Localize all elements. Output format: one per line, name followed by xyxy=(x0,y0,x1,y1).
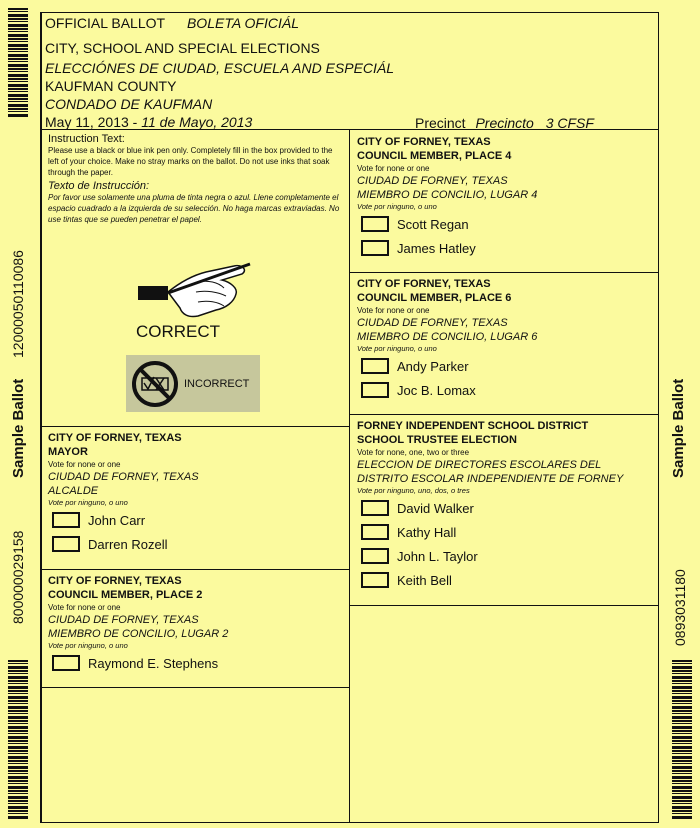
candidate-row[interactable] xyxy=(357,568,655,592)
candidate-name: Darren Rozell xyxy=(88,536,168,552)
vote-box[interactable] xyxy=(361,548,389,564)
incorrect-example xyxy=(126,355,260,412)
correct-label: CORRECT xyxy=(136,322,221,341)
vote-box[interactable] xyxy=(52,512,80,528)
election-title: CITY, SCHOOL AND SPECIAL ELECTIONS xyxy=(45,40,320,56)
candidate-name: James Hatley xyxy=(397,240,476,256)
vote-box[interactable] xyxy=(52,655,80,671)
race-entity: CITY OF FORNEY, TEXAS xyxy=(48,432,182,444)
vote-for-es: Vote por ninguno, o uno xyxy=(357,202,437,211)
left-sample-ballot: Sample Ballot xyxy=(10,378,27,478)
election-title-es: ELECCIÓNES DE CIUDAD, ESCUELA AND ESPECIÁL xyxy=(45,60,395,76)
candidate-row[interactable] xyxy=(357,354,653,378)
candidate-row[interactable] xyxy=(357,496,655,520)
precinct-value: 3 CFSF xyxy=(545,115,594,131)
vote-for-es: Vote por ninguno, uno, dos, o tres xyxy=(357,486,470,495)
race-entity-es: CIUDAD DE FORNEY, TEXAS xyxy=(357,317,508,329)
hand-pen-icon xyxy=(138,262,256,320)
vote-for-es: Vote por ninguno, o uno xyxy=(48,498,128,507)
race-office-es: DISTRITO ESCOLAR INDEPENDIENTE DE FORNEY xyxy=(357,473,624,485)
race-council-place-2 xyxy=(48,574,344,675)
race-office: COUNCIL MEMBER, PLACE 4 xyxy=(357,150,512,162)
header-official-ballot xyxy=(45,15,299,31)
instruction-body: Please use a black or blue ink pen only. Completely fill in the box provided to the left of your choice. Make no stray marks on the ballot. Do not use inks that soak through the paper. xyxy=(48,146,333,177)
race-office-es: ALCALDE xyxy=(48,485,99,497)
vote-box[interactable] xyxy=(52,536,80,552)
frame-top xyxy=(40,12,659,13)
race-school-trustee xyxy=(357,419,655,592)
precinct xyxy=(415,115,594,131)
divider-place6-school xyxy=(349,414,659,415)
candidate-row[interactable] xyxy=(357,378,653,402)
candidate-row[interactable] xyxy=(357,520,655,544)
county: KAUFMAN COUNTY xyxy=(45,78,177,94)
vote-box[interactable] xyxy=(361,524,389,540)
vote-for-es: Vote por ninguno, o uno xyxy=(48,641,128,650)
date-es: 11 de Mayo, 2013 xyxy=(141,114,253,130)
race-office: SCHOOL TRUSTEE ELECTION xyxy=(357,434,517,446)
vote-for: Vote for none or one xyxy=(48,460,121,469)
precinct-label-es: Precincto xyxy=(475,115,534,131)
barcode-left-bottom xyxy=(8,660,28,820)
divider-school-end xyxy=(349,605,659,606)
divider-mayor-place2 xyxy=(40,569,350,570)
race-entity: CITY OF FORNEY, TEXAS xyxy=(357,136,491,148)
county-es: CONDADO DE KAUFMAN xyxy=(45,96,213,112)
race-entity: CITY OF FORNEY, TEXAS xyxy=(48,575,182,587)
vote-box[interactable] xyxy=(361,240,389,256)
race-office-es: MIEMBRO DE CONCILIO, LUGAR 6 xyxy=(357,331,538,343)
race-council-place-6 xyxy=(357,277,653,402)
divider-place4-place6 xyxy=(349,272,659,273)
left-number-bottom: 800000029158 xyxy=(10,530,26,624)
right-number: 0893031180 xyxy=(672,569,688,646)
vote-for: Vote for none, one, two or three xyxy=(357,448,470,457)
candidate-name: Andy Parker xyxy=(397,358,469,374)
candidate-name: John Carr xyxy=(88,512,146,528)
date-en: May 11, 2013 - xyxy=(45,114,138,130)
candidate-row[interactable] xyxy=(357,544,655,568)
vote-box[interactable] xyxy=(361,500,389,516)
frame-left xyxy=(40,12,42,822)
vote-for: Vote for none or one xyxy=(357,164,430,173)
candidate-name: Keith Bell xyxy=(397,572,452,588)
vote-for: Vote for none or one xyxy=(357,306,430,315)
instructions xyxy=(48,133,342,225)
candidate-name: Kathy Hall xyxy=(397,524,457,540)
race-office: COUNCIL MEMBER, PLACE 6 xyxy=(357,292,512,304)
boleta-oficial: BOLETA OFICIÁL xyxy=(186,15,299,31)
column-divider xyxy=(349,129,350,822)
race-entity: CITY OF FORNEY, TEXAS xyxy=(357,278,491,290)
prohibited-icon xyxy=(130,359,180,409)
frame-right xyxy=(658,12,659,822)
vote-box[interactable] xyxy=(361,572,389,588)
race-entity-es: CIUDAD DE FORNEY, TEXAS xyxy=(48,471,199,483)
candidate-row[interactable] xyxy=(357,236,653,260)
divider-instr-mayor xyxy=(40,426,350,427)
race-office: MAYOR xyxy=(48,446,88,458)
frame-bottom xyxy=(40,822,659,823)
race-office-es: MIEMBRO DE CONCILIO, LUGAR 2 xyxy=(48,628,229,640)
candidate-row[interactable] xyxy=(357,212,653,236)
vote-box[interactable] xyxy=(361,216,389,232)
race-office: COUNCIL MEMBER, PLACE 2 xyxy=(48,589,203,601)
barcode-left-top xyxy=(8,8,28,118)
incorrect-label: INCORRECT xyxy=(184,378,250,390)
candidate-name: Scott Regan xyxy=(397,216,469,232)
race-entity-es: CIUDAD DE FORNEY, TEXAS xyxy=(357,175,508,187)
vote-for: Vote for none or one xyxy=(48,603,121,612)
race-entity: FORNEY INDEPENDENT SCHOOL DISTRICT xyxy=(357,420,589,432)
instruction-heading-es: Texto de Instrucción: xyxy=(48,180,150,192)
right-sample-ballot: Sample Ballot xyxy=(670,378,687,478)
candidate-name: Raymond E. Stephens xyxy=(88,655,219,671)
election-date xyxy=(45,114,252,130)
left-number-top: 12000050110086 xyxy=(10,250,26,358)
barcode-right-bottom xyxy=(672,660,692,820)
instruction-body-es: Por favor use solamente una pluma de tinta negra o azul. Llene completamente el espacio cuadrado a la izquierda de su selección. No haga marcas extraviadas. No use tintas que se pueden penetrar el papel. xyxy=(48,193,340,224)
divider-place2-end xyxy=(40,687,350,688)
race-office-es: MIEMBRO DE CONCILIO, LUGAR 4 xyxy=(357,189,538,201)
instruction-heading: Instruction Text: xyxy=(48,133,125,145)
candidate-name: David Walker xyxy=(397,500,474,516)
candidate-row[interactable] xyxy=(48,532,344,556)
vote-for-es: Vote por ninguno, o uno xyxy=(357,344,437,353)
race-entity-es: ELECCION DE DIRECTORES ESCOLARES DEL xyxy=(357,459,602,471)
candidate-name: John L. Taylor xyxy=(397,548,478,564)
race-entity-es: CIUDAD DE FORNEY, TEXAS xyxy=(48,614,199,626)
candidate-row[interactable] xyxy=(48,508,344,532)
vote-box[interactable] xyxy=(361,382,389,398)
race-council-place-4 xyxy=(357,135,653,260)
vote-box[interactable] xyxy=(361,358,389,374)
race-mayor xyxy=(48,431,344,556)
official-ballot: OFFICIAL BALLOT xyxy=(45,15,166,31)
candidate-row[interactable] xyxy=(48,651,344,675)
precinct-label: Precinct xyxy=(415,115,466,131)
candidate-name: Joc B. Lomax xyxy=(397,382,476,398)
